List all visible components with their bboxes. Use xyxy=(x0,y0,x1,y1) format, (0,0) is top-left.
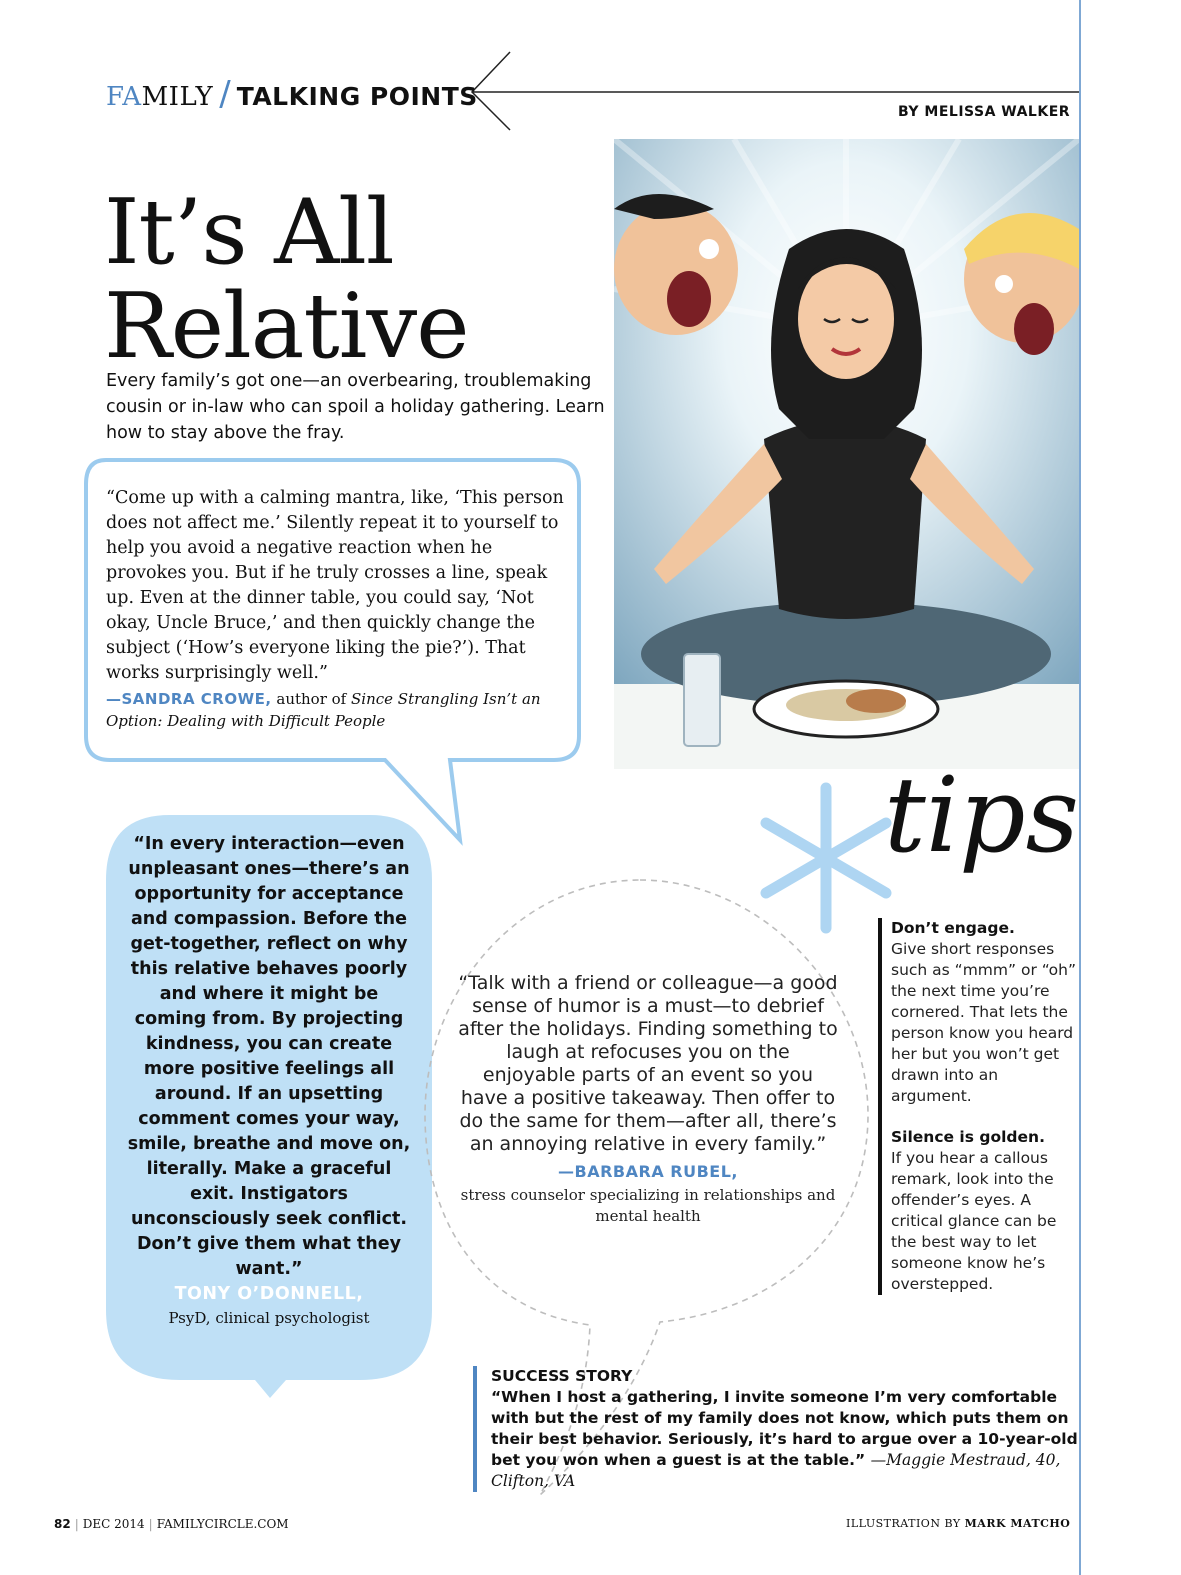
quote-odonnell-text: “In every interaction—even unpleasant ones—there’s an opportunity for acceptance and compassion. Before the get-together, reflect on why this relative behaves poorly and where it might be coming from. By projecting kindness, you can create more positive feelings all around. If an upsetting comment comes your way, smile, breathe and move on, literally. Make a graceful exit. Instigators unconsciously seek conflict. Don’t give them what they want.” xyxy=(127,834,411,1279)
tips-heading: tips xyxy=(884,754,1079,876)
section-name xyxy=(106,82,213,112)
folio-divider: | xyxy=(74,1517,79,1531)
quote-crowe-attribution xyxy=(106,688,566,732)
footer-folio xyxy=(54,1517,289,1531)
credit-prefix: ILLUSTRATION BY xyxy=(846,1517,961,1530)
quote-odonnell xyxy=(124,832,414,1329)
section-name-rest: MILY xyxy=(141,82,214,112)
title-line-1: It’s All xyxy=(104,180,394,285)
illustration-credit xyxy=(846,1517,1070,1530)
quote-crowe-name: —SANDRA CROWE, xyxy=(106,690,272,708)
subsection-name: TALKING POINTS xyxy=(236,82,478,111)
tip-title: Don’t engage. xyxy=(891,919,1015,937)
title-line-2: Relative xyxy=(104,274,469,379)
section-header xyxy=(106,74,478,114)
quote-crowe-text: “Come up with a calming mantra, like, ‘This person does not affect me.’ Silently repeat it to yourself to help you avoid a negative reaction when he provokes you. But if he truly crosses a line, speak up. Even at the dinner table, you could say, ‘Not okay, Uncle Bruce,’ and then quickly change the subject (‘How’s everyone liking the pie?’). That works surprisingly well.” xyxy=(106,488,564,683)
section-name-accent: FA xyxy=(106,82,142,112)
quote-rubel-text: “Talk with a friend or colleague—a good sense of humor is a must—to debrief after the holidays. Finding something to laugh at refocuses you on the enjoyable parts of an event so you have a positive takeaway. Then offer to do the same for them—after all, there’s an annoying relative in every family.” xyxy=(458,972,838,1155)
quote-odonnell-role: PsyD, clinical psychologist xyxy=(168,1309,370,1327)
tip-item xyxy=(891,1127,1081,1295)
success-story-attribution: —Maggie Mestraud, 40, Clifton, VA xyxy=(491,1451,1061,1490)
quote-odonnell-name: TONY O’DONNELL, xyxy=(174,1284,364,1304)
quote-rubel-role: stress counselor specializing in relationships and mental health xyxy=(460,1186,836,1225)
tips-list xyxy=(878,918,1081,1295)
quote-crowe xyxy=(106,486,566,732)
tip-item xyxy=(891,918,1081,1107)
success-story xyxy=(473,1366,1081,1492)
tip-body: Give short responses such as “mmm” or “oh” the next time you’re cornered. That lets the person know you heard her but you won’t get drawn into an argument. xyxy=(891,940,1076,1105)
success-story-label: SUCCESS STORY xyxy=(491,1367,633,1385)
asterisk-icon xyxy=(766,788,886,928)
article-title xyxy=(104,180,604,379)
meditating-woman-illustration xyxy=(614,139,1079,769)
issue-date: DEC 2014 xyxy=(82,1517,145,1531)
site-name: FAMILYCIRCLE.COM xyxy=(156,1517,289,1531)
tip-title: Silence is golden. xyxy=(891,1128,1045,1146)
quote-rubel-name: —BARBARA RUBEL, xyxy=(558,1162,738,1181)
folio-divider: | xyxy=(148,1517,153,1531)
tip-body: If you hear a callous remark, look into the offender’s eyes. A critical glance can be the best way to let someone know he’s overstepped. xyxy=(891,1149,1057,1293)
article-dek: Every family’s got one—an overbearing, troublemaking cousin or in-law who can spoil a holiday gathering. Learn how to stay above the fray. xyxy=(106,371,605,443)
quote-crowe-book: Since Strangling Isn’t an Option: Dealing with Difficult People xyxy=(106,690,541,730)
byline: BY MELISSA WALKER xyxy=(898,104,1071,120)
success-story-text: “When I host a gathering, I invite someone I’m very comfortable with but the rest of my family does not know, which puts them on their best behavior. Seriously, it’s hard to argue over a 10-year-old bet you won when a guest is at the table.” xyxy=(491,1388,1078,1469)
credit-name: MARK MATCHO xyxy=(964,1517,1071,1530)
page-number: 82 xyxy=(54,1517,71,1531)
section-separator: / xyxy=(219,74,231,114)
quote-crowe-role: author of xyxy=(276,690,347,708)
success-story-body xyxy=(491,1387,1081,1492)
quote-rubel xyxy=(458,972,838,1227)
